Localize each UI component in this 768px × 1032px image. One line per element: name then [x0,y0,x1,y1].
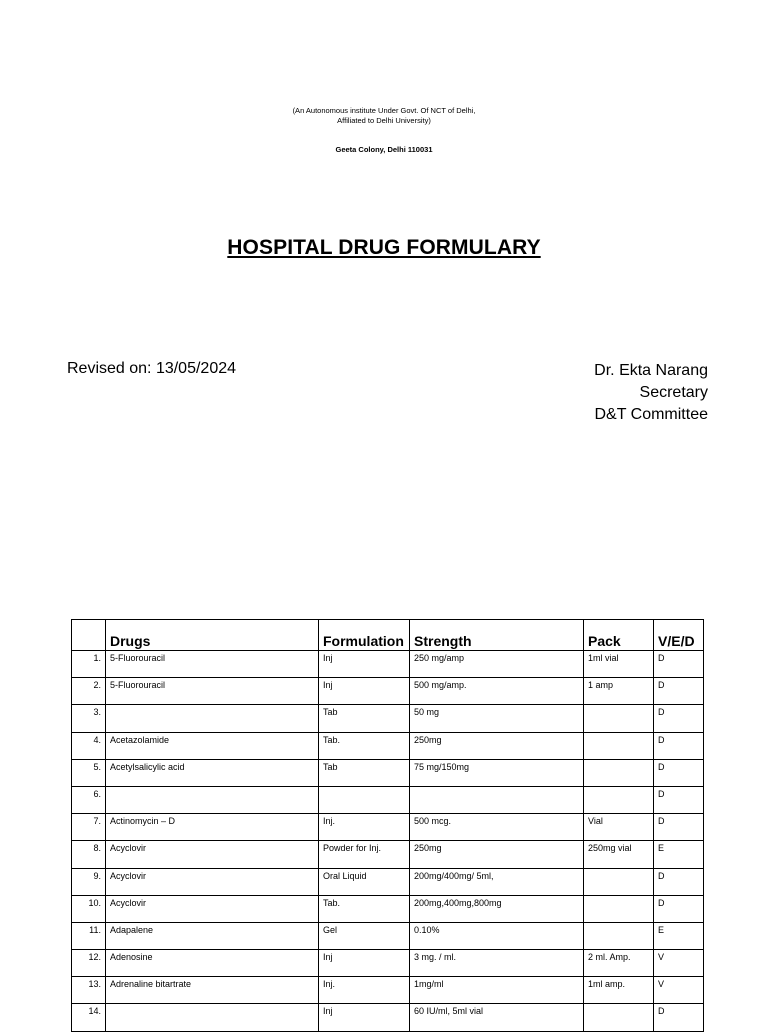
cell-strength: 60 IU/ml, 5ml vial [410,1004,584,1031]
cell-strength: 250mg [410,841,584,868]
cell-serial: 8. [72,841,106,868]
cell-ved: V [654,977,704,1004]
cell-formulation: Powder for Inj. [319,841,410,868]
institute-description [0,106,768,125]
header-formulation: Formulation [319,620,410,651]
cell-pack [584,759,654,786]
cell-drug: Acyclovir [106,895,319,922]
cell-ved: D [654,786,704,813]
table-row [72,732,704,759]
header-pack: Pack [584,620,654,651]
cell-drug: Acetazolamide [106,732,319,759]
table-header-row [72,620,704,651]
cell-drug: Actinomycin – D [106,814,319,841]
cell-pack: 1ml vial [584,651,654,678]
header-ved: V/E/D [654,620,704,651]
signatory-name: Dr. Ekta Narang [594,362,708,379]
cell-drug: Acetylsalicylic acid [106,759,319,786]
signatory-committee: D&T Committee [594,406,708,423]
cell-ved: D [654,814,704,841]
cell-ved: E [654,841,704,868]
cell-drug [106,705,319,732]
cell-formulation: Tab. [319,732,410,759]
cell-pack: Vial [584,814,654,841]
cell-strength: 250 mg/amp [410,651,584,678]
cell-ved: D [654,678,704,705]
table-row [72,705,704,732]
cell-strength: 75 mg/150mg [410,759,584,786]
cell-pack: 2 ml. Amp. [584,950,654,977]
cell-serial: 11. [72,922,106,949]
cell-strength: 500 mcg. [410,814,584,841]
cell-ved: D [654,895,704,922]
cell-formulation: Inj. [319,814,410,841]
table-row [72,922,704,949]
cell-serial: 2. [72,678,106,705]
cell-pack [584,732,654,759]
table-row [72,814,704,841]
cell-formulation: Inj [319,950,410,977]
cell-pack [584,786,654,813]
cell-pack [584,705,654,732]
cell-serial: 1. [72,651,106,678]
revision-date: Revised on: 13/05/2024 [67,360,237,377]
cell-strength: 1mg/ml [410,977,584,1004]
table-row [72,841,704,868]
signatory-designation: Secretary [639,384,708,401]
cell-drug [106,786,319,813]
cell-strength: 50 mg [410,705,584,732]
cell-serial: 4. [72,732,106,759]
cell-ved: D [654,1004,704,1031]
cell-serial: 6. [72,786,106,813]
cell-pack: 250mg vial [584,841,654,868]
cell-strength: 250mg [410,732,584,759]
header-drugs: Drugs [106,620,319,651]
table-row [72,868,704,895]
document-title: HOSPITAL DRUG FORMULARY [227,236,541,259]
cell-ved: D [654,732,704,759]
table-body [72,651,704,1032]
cell-drug: Acyclovir [106,841,319,868]
table-row [72,977,704,1004]
cell-serial: 3. [72,705,106,732]
cell-ved: E [654,922,704,949]
cell-serial: 10. [72,895,106,922]
institute-line-1: (An Autonomous institute Under Govt. Of NCT of Delhi, [292,106,476,115]
cell-formulation: Inj [319,651,410,678]
cell-drug: Acyclovir [106,868,319,895]
cell-formulation: Gel [319,922,410,949]
formulary-table [71,619,704,1032]
cell-serial: 5. [72,759,106,786]
table-row [72,651,704,678]
cell-ved: V [654,950,704,977]
cell-formulation: Inj. [319,977,410,1004]
table-row [72,895,704,922]
cell-drug: Adenosine [106,950,319,977]
cell-ved: D [654,651,704,678]
cell-strength: 200mg/400mg/ 5ml, [410,868,584,895]
cell-formulation: Inj [319,1004,410,1031]
cell-serial: 13. [72,977,106,1004]
cell-drug: 5-Fluorouracil [106,651,319,678]
cell-formulation: Oral Liquid [319,868,410,895]
cell-formulation: Tab [319,759,410,786]
cell-formulation [319,786,410,813]
cell-pack [584,895,654,922]
cell-formulation: Tab [319,705,410,732]
header-strength: Strength [410,620,584,651]
header-serial [72,620,106,651]
table-row [72,950,704,977]
cell-strength: 0.10% [410,922,584,949]
institute-line-2: Affiliated to Delhi University) [337,115,431,125]
cell-drug: Adapalene [106,922,319,949]
cell-ved: D [654,868,704,895]
cell-serial: 7. [72,814,106,841]
table-row [72,786,704,813]
cell-drug [106,1004,319,1031]
cell-drug: 5-Fluorouracil [106,678,319,705]
cell-serial: 14. [72,1004,106,1031]
cell-pack: 1 amp [584,678,654,705]
table-row [72,1004,704,1031]
cell-strength [410,786,584,813]
cell-pack: 1ml amp. [584,977,654,1004]
cell-ved: D [654,759,704,786]
cell-drug: Adrenaline bitartrate [106,977,319,1004]
table-row [72,759,704,786]
cell-strength: 3 mg. / ml. [410,950,584,977]
cell-formulation: Inj [319,678,410,705]
cell-pack [584,1004,654,1031]
cell-pack [584,922,654,949]
signatory-block [594,360,708,426]
cell-formulation: Tab. [319,895,410,922]
cell-strength: 500 mg/amp. [410,678,584,705]
cell-serial: 9. [72,868,106,895]
cell-pack [584,868,654,895]
cell-strength: 200mg,400mg,800mg [410,895,584,922]
table-row [72,678,704,705]
cell-serial: 12. [72,950,106,977]
cell-ved: D [654,705,704,732]
institute-address: Geeta Colony, Delhi 110031 [335,145,433,154]
